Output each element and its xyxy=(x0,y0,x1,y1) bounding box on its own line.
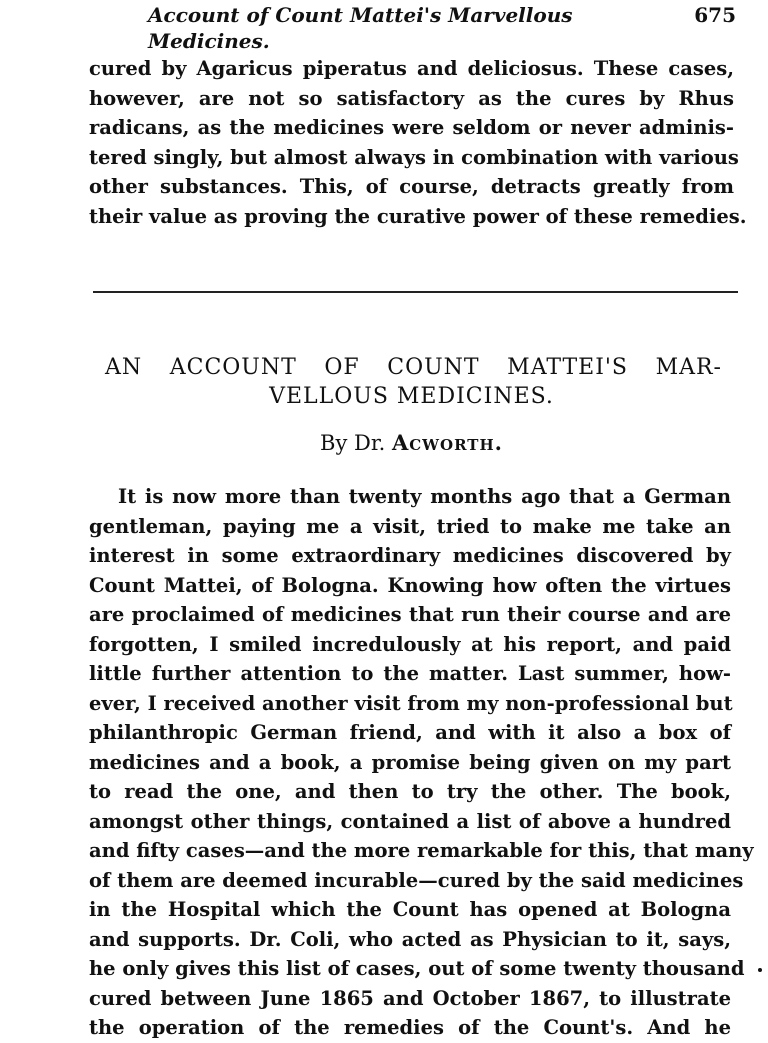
text-line: of them are deemed incurable—cured by the said medicines xyxy=(89,868,744,892)
article-body xyxy=(89,482,754,1043)
text-line: he only gives this list of cases, out of some twenty thousand xyxy=(89,957,745,980)
text-line: radicans, as the medicines were seldom or never adminis- xyxy=(89,116,734,139)
section-divider xyxy=(93,291,738,293)
text-line: and fifty cases—and the more remarkable for this, that many xyxy=(89,839,754,862)
text-line: are proclaimed of medicines that run their course and are xyxy=(89,603,731,626)
text-line: cured by Agaricus piperatus and deliciosus. These cases, xyxy=(89,57,734,80)
text-line: Count Mattei, of Bologna. Knowing how often the virtues xyxy=(89,573,731,597)
text-line: in the Hospital which the Count has opened at Bologna xyxy=(89,898,731,921)
text-line: It is now more than twenty months ago that a German xyxy=(118,485,731,508)
byline-author: Acworth. xyxy=(391,430,503,455)
article-title-line-2: VELLOUS MEDICINES. xyxy=(269,384,554,409)
text-line: philanthropic German friend, and with it also a box of xyxy=(89,721,731,744)
running-head xyxy=(148,2,736,54)
text-line: amongst other things, contained a list of above a hundred xyxy=(89,809,731,833)
page-number: 675 xyxy=(694,3,736,27)
text-line: medicines and a book, a promise being given on my part xyxy=(89,750,731,774)
article-title-line-1: AN ACCOUNT OF COUNT MATTEI'S MAR- xyxy=(105,355,722,380)
text-line: their value as proving the curative power of these remedies. xyxy=(89,204,747,228)
text-line: tered singly, but almost always in combination with various xyxy=(89,145,739,169)
text-line: to read the one, and then to try the other. The book, xyxy=(89,780,731,803)
text-line: cured between June 1865 and October 1867, to illustrate xyxy=(89,986,731,1010)
text-line: little further attention to the matter. Last summer, how- xyxy=(89,662,731,685)
text-line: forgotten, I smiled incredulously at his report, and paid xyxy=(89,632,731,656)
text-line: ever, I received another visit from my non-professional but xyxy=(89,691,733,715)
margin-mark xyxy=(758,968,762,972)
text-line: other substances. This, of course, detracts greatly from xyxy=(89,175,734,198)
text-line: however, are not so satisfactory as the cures by Rhus xyxy=(89,86,734,110)
running-head-title: Account of Count Mattei's Marvellous Medicines. xyxy=(148,3,573,53)
article-title xyxy=(89,353,734,411)
byline-prefix: By Dr. xyxy=(320,431,386,455)
text-line: and supports. Dr. Coli, who acted as Physician to it, says, xyxy=(89,927,731,951)
byline xyxy=(89,428,734,458)
text-line: interest in some extraordinary medicines discovered by xyxy=(89,544,731,567)
text-line: gentleman, paying me a visit, tried to make me take an xyxy=(89,514,731,538)
text-line: the operation of the remedies of the Count's. And he xyxy=(89,1016,731,1039)
previous-article-text xyxy=(89,54,747,231)
